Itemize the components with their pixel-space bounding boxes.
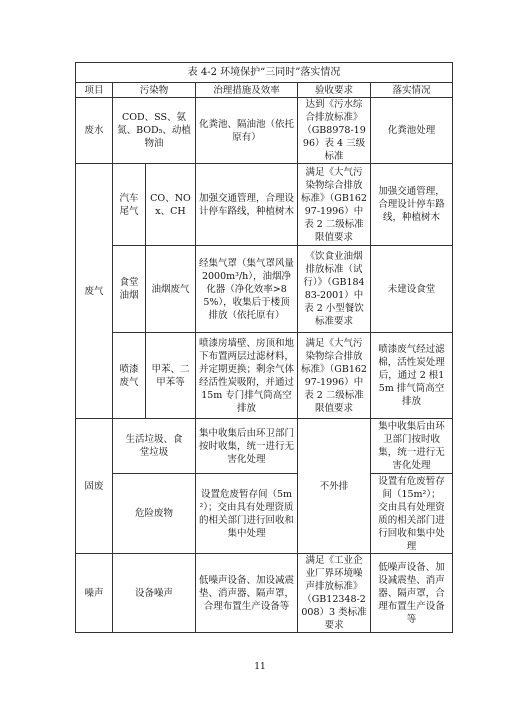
pollutant-cell: 生活垃圾、食堂垃圾 — [113, 419, 196, 474]
table-row — [76, 333, 453, 419]
implementation-cell: 喷漆废气经过滤棉，活性炭处理后，通过 2 根15m 排气筒高空排放 — [371, 333, 453, 419]
table-row — [76, 419, 453, 474]
implementation-cell: 低噪声设备、加设减震垫、消声器、隔声罩，合理布置生产设备等 — [371, 554, 453, 633]
pollutant-cell: 甲苯、二甲苯等 — [146, 333, 196, 419]
header-row — [76, 83, 453, 98]
table-row — [76, 246, 453, 333]
pollutant-cell: 油烟废气 — [146, 246, 196, 333]
measures-cell: 集中收集后由环卫部门按时收集，统一进行无害化处理 — [196, 419, 298, 474]
header-pollutant: 污染物 — [113, 83, 196, 98]
header-category: 项目 — [76, 83, 113, 98]
page-number: 11 — [254, 662, 266, 672]
table-row — [76, 554, 453, 633]
measures-cell: 化粪池、隔油池（依托原有） — [196, 98, 298, 164]
table-row — [76, 164, 453, 246]
environmental-protection-table — [75, 62, 453, 633]
pollutant-cell: 设备噪声 — [113, 554, 196, 633]
measures-cell: 经集气罩（集气罩风量2000m³/h），油烟净化器（净化效率>85%），收集后于楼顶排放（依托原有） — [196, 246, 298, 333]
pollutant-cell: COD、SS、氨氮、BOD₅、动植物油 — [113, 98, 196, 164]
requirement-cell: 满足《工业企业厂界环境噪声排放标准》（GB12348-2008）3 类标准要求 — [298, 554, 371, 633]
implementation-cell: 加强交通管理，合理设计停车路线，种植树木 — [371, 164, 453, 246]
source-cell: 食堂油烟 — [113, 246, 146, 333]
pollutant-cell: CO、NOx、CH — [146, 164, 196, 246]
title-row — [76, 63, 453, 83]
pollutant-cell: 危险废物 — [113, 474, 196, 554]
header-implementation: 落实情况 — [371, 83, 453, 98]
measures-cell: 低噪声设备、加设减震垫、消声器、隔声罩，合理布置生产设备等 — [196, 554, 298, 633]
header-requirement: 验收要求 — [298, 83, 371, 98]
requirement-cell: 不外排 — [298, 419, 371, 554]
source-cell: 喷漆废气 — [113, 333, 146, 419]
category-cell: 废气 — [76, 164, 113, 419]
table-row — [76, 98, 453, 164]
category-cell: 固废 — [76, 419, 113, 554]
source-cell: 汽车尾气 — [113, 164, 146, 246]
category-cell: 废水 — [76, 98, 113, 164]
requirement-cell: 满足《大气污染物综合排放标准》（GB16297-1996）中表 2 二级标准限值要求 — [298, 333, 371, 419]
implementation-cell: 未建设食堂 — [371, 246, 453, 333]
measures-cell: 加强交通管理，合理设计停车路线，种植树木 — [196, 164, 298, 246]
table-title: 表 4-2 环境保护“三同时”落实情况 — [76, 63, 453, 83]
implementation-cell: 化粪池处理 — [371, 98, 453, 164]
implementation-cell: 集中收集后由环卫部门按时收集，统一进行无害化处理 — [371, 419, 453, 474]
measures-cell: 设置危废暂存间（5m²）；交由具有处理资质的相关部门进行回收和集中处理 — [196, 474, 298, 554]
category-cell: 噪声 — [76, 554, 113, 633]
implementation-cell: 设置有危废暂存间（15m²）；交由具有处理资质的相关部门进行回收和集中处理 — [371, 474, 453, 554]
requirement-cell: 达到《污水综合排放标准》（GB8978-1996）表 4 三级标准 — [298, 98, 371, 164]
measures-cell: 喷漆房墙壁、房顶和地下布置两层过滤材料，并定期更换；剩余气体经活性炭吸附，并通过15m 专门排气筒高空排放 — [196, 333, 298, 419]
requirement-cell: 《饮食业油烟排放标准（试行）》（GB18483-2001）中表 2 小型餐饮标准要求 — [298, 246, 371, 333]
requirement-cell: 满足《大气污染物综合排放标准》（GB16297-1996）中表 2 二级标准限值要求 — [298, 164, 371, 246]
header-measures: 治理措施及效率 — [196, 83, 298, 98]
table-row — [76, 474, 453, 554]
